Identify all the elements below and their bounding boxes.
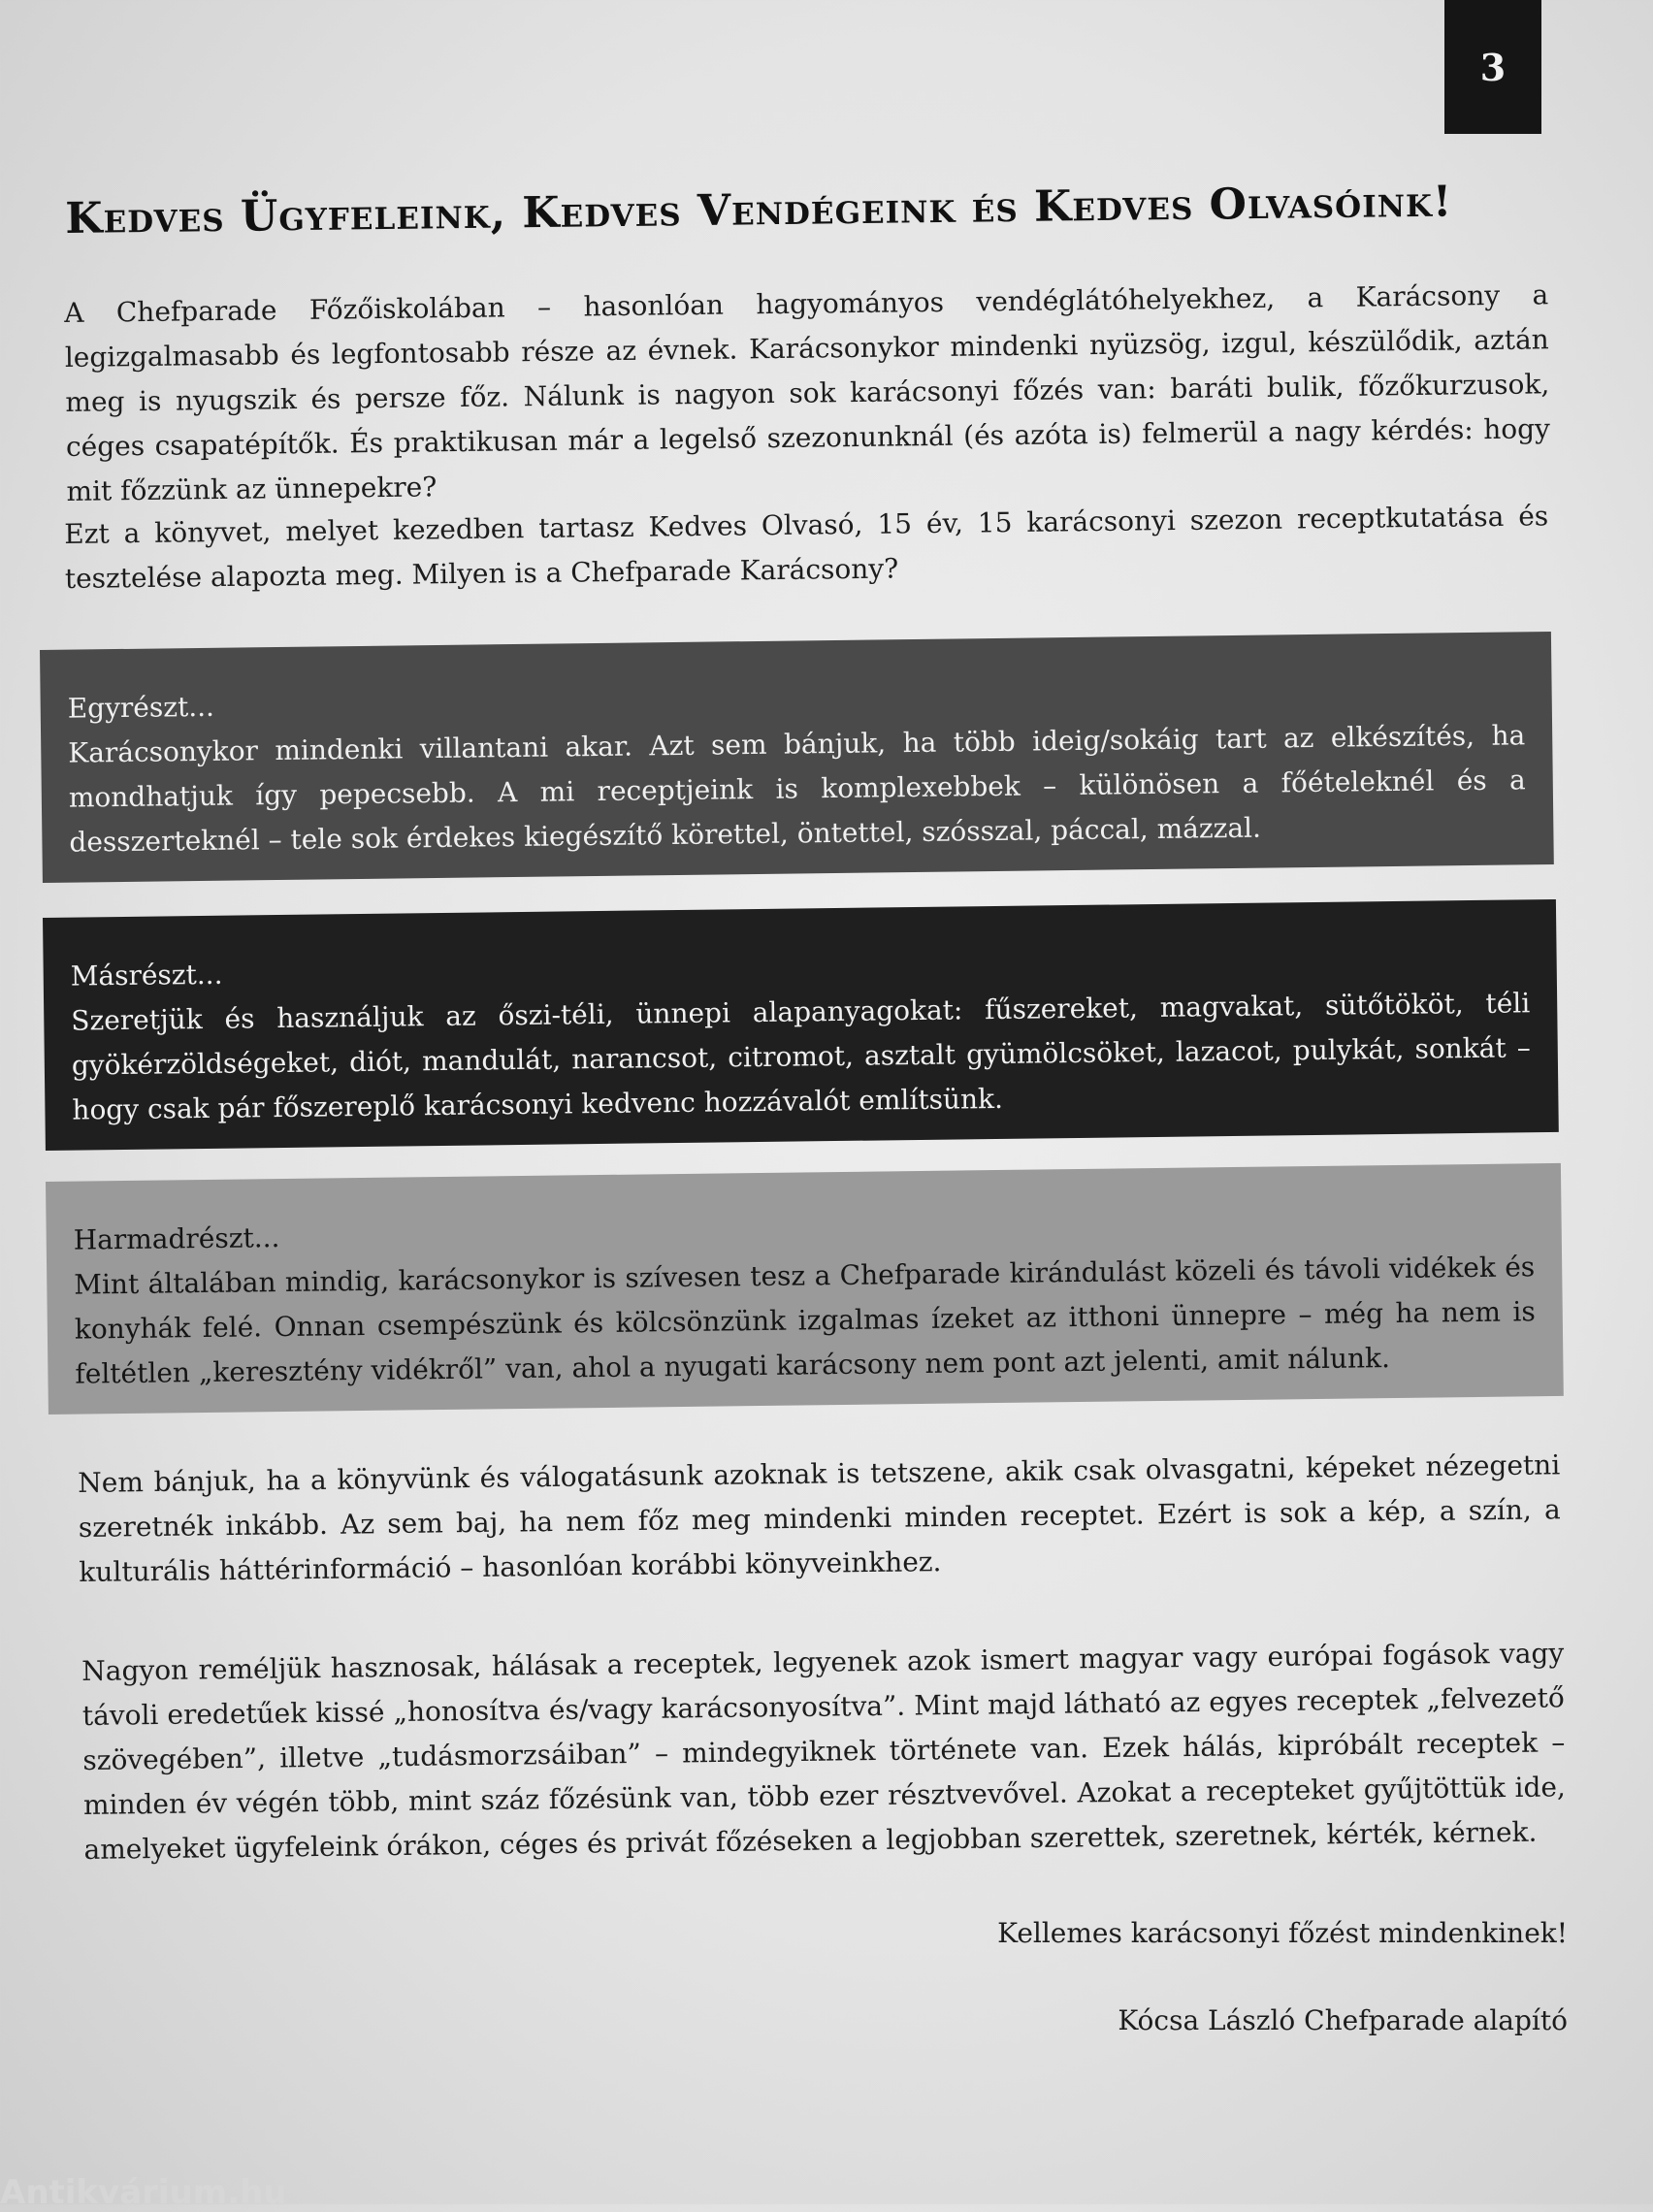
box-heading: Egyrészt... [67, 690, 215, 725]
box-heading: Másrészt... [70, 958, 223, 992]
closing-greeting: Kellemes karácsonyi főzést mindenkinek! [997, 1917, 1568, 1949]
box-heading: Harmadrészt... [73, 1221, 280, 1256]
page-number: 3 [1444, 0, 1541, 134]
highlight-box-third [46, 1163, 1564, 1415]
body-paragraph-2: Nagyon reméljük hasznosak, hálásak a receptek, legyenek azok ismert magyar vagy európai fogások vagy távoli eredetűek kissé „honosítva és/vagy karácsonyosítva”. Mint majd látható az egyes receptek „felvezető szövegében”, illetve „tudásmorzsáiban” – mindegyiknek története van. Ezek hálás, kipróbált receptek – minden év végén több, mint száz főzésünk van, több ezer résztvevővel. Azokat a recepteket gyűjtöttük ide, amelyeket ügyfeleink órákon, céges és privát főzéseken a legjobban szerettek, szeretnek, kérték, kérnek. [81, 1637, 1567, 1866]
highlight-box-second [43, 899, 1559, 1151]
body-paragraph-1: Nem bánjuk, ha a könyvünk és válogatásunk azoknak is tetszene, akik csak olvasgatni, képeket nézegetni szeretnék inkább. Az sem baj, ha nem főz meg mindenki minden receptet. Ezért is sok a kép, a szín, a kulturális háttérinformáció – hasonlóan korábbi könyveinkhez. [78, 1448, 1561, 1588]
watermark: Antikvárium.hu [0, 2173, 287, 2212]
intro-paragraph-1: A Chefparade Főzőiskolában – hasonlóan hagyományos vendéglátóhelyekhez, a Karácsony a legizgalmasabb és legfontosabb része az évnek. Karácsonykor mindenki nyüzsög, izgul, készülődik, aztán meg is nyugszik és persze főz. Nálunk is nagyon sok karácsonyi főzés van: baráti bulik, főzőkurzusok, céges csapatépítők. És praktikusan már a legelső szezonunknál (és azóta is) felmerül a nagy kérdés: hogy mit főzzünk az ünnepekre? [64, 278, 1551, 507]
highlight-box-first [40, 632, 1554, 883]
page-title: Kedves Ügyfeleink, Kedves Vendégeink és Kedves Olvasóink! [65, 177, 1453, 244]
box-text: Mint általában mindig, karácsonykor is szívesen tesz a Chefparade kirándulást közeli és távoli vidékek és konyhák felé. Onnan csempészünk és kölcsönzünk izgalmas ízeket az itthoni ünnepre – még ha nem is feltétlen „keresztény vidékről” van, ahol a nyugati karácsony nem pont azt jelenti, amit nálunk. [74, 1251, 1536, 1390]
intro-paragraph-2: Ezt a könyvet, melyet kezedben tartasz Kedves Olvasó, 15 év, 15 karácsonyi szezon receptkutatása és tesztelése alapozta meg. Milyen is a Chefparade Karácsony? [64, 500, 1549, 595]
box-text: Szeretjük és használjuk az őszi-téli, ünnepi alapanyagokat: fűszereket, magvakat, sütőtököt, téli gyökérzöldségeket, diót, mandulát, narancsot, citromot, asztalt gyümölcsöket, lazacot, pulykát, sonkát – hogy csak pár főszereplő karácsonyi kedvenc hozzávalót említsünk. [71, 987, 1531, 1126]
signature: Kócsa László Chefparade alapító [1118, 2004, 1568, 2036]
box-text: Karácsonykor mindenki villantani akar. Azt sem bánjuk, ha több ideig/sokáig tart az elkészítés, ha mondhatjuk így pepecsebb. A mi receptjeink is komplexebbek – különösen a főételeknél és a desszerteknél – tele sok érdekes kiegészítő körettel, öntettel, szósszal, páccal, mázzal. [68, 719, 1526, 859]
